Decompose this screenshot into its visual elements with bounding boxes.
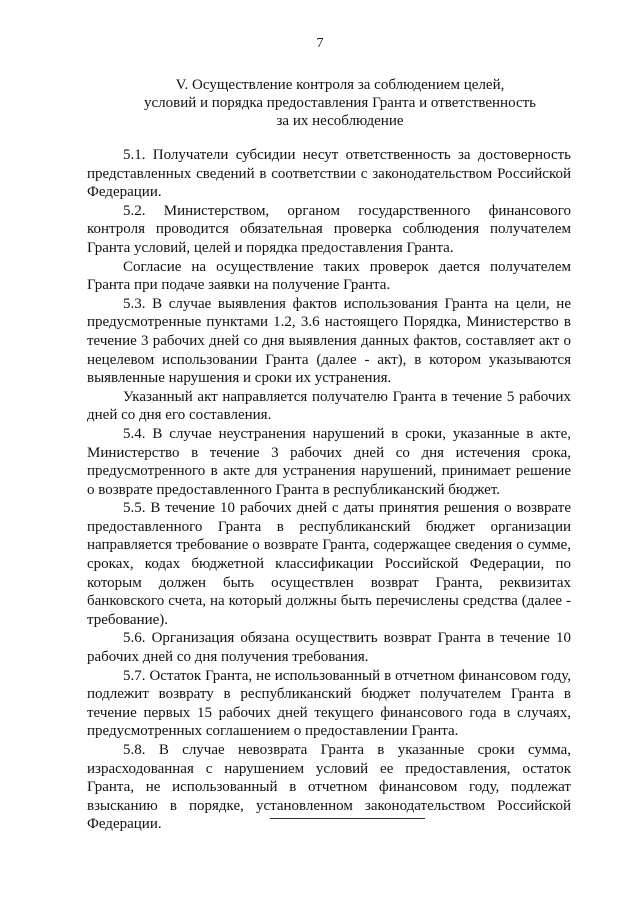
paragraph-5-1: 5.1. Получатели субсидии несут ответственность за достоверность представленных сведений в соответствии с законодательством Российской Федерации. — [87, 147, 571, 201]
section-heading-line: V. Осуществление контроля за соблюдением целей, — [175, 77, 505, 93]
section-heading-line: условий и порядка предоставления Гранта и ответственность — [143, 95, 537, 111]
section-heading-line: за их несоблюдение — [276, 113, 404, 129]
paragraph-5-3: 5.3. В случае выявления фактов использования Гранта на цели, не предусмотренные пунктами 1.2, 3.6 настоящего Порядка, Министерство в течение 3 рабочих дней со дня выявления данных фактов, составляет акт о нецелевом использовании Гранта (далее - акт), в котором указываются выявленные нарушения и сроки их устранения. — [87, 295, 571, 387]
end-divider-line — [270, 818, 425, 819]
section-heading — [70, 76, 610, 130]
paragraph-5-3-act: Указанный акт направляется получателю Гранта в течение 5 рабочих дней со дня его составления. — [87, 388, 571, 424]
paragraph-5-4: 5.4. В случае неустранения нарушений в сроки, указанные в акте, Министерство в течение 3 рабочих дней со дня истечения срока, предусмотренного в акте для устранения нарушений, принимает решение о возврате предоставленного Гранта в республиканский бюджет. — [87, 425, 571, 498]
section-body — [87, 146, 571, 834]
paragraph-5-5: 5.5. В течение 10 рабочих дней с даты принятия решения о возврате предоставленного Гранта в республиканский бюджет организации направляется требование о возврате Гранта, содержащее сведения о сумме, сроках, кодах бюджетной классификации Российской Федерации, по которым должен быть осуществлен возврат Гранта, реквизитах банковского счета, на который должны быть перечислены средства (далее - требование). — [87, 500, 571, 628]
paragraph-5-7: 5.7. Остаток Гранта, не использованный в отчетном финансовом году, подлежит возврату в республиканский бюджет получателем Гранта в течение первых 15 рабочих дней текущего финансового года в случаях, предусмотренных соглашением о предоставлении Гранта. — [87, 667, 571, 740]
paragraph-5-8: 5.8. В случае невозврата Гранта в указанные сроки сумма, израсходованная с нарушением условий ее предоставления, остаток Гранта, не использованный в отчетном финансовом году, подлежат взысканию в порядке, установленном законодательством Российской Федерации. — [87, 742, 571, 833]
page-number: 7 — [316, 36, 324, 51]
paragraph-5-2-consent: Согласие на осуществление таких проверок дается получателем Гранта при подаче заявки на получение Гранта. — [87, 258, 571, 294]
paragraph-5-6: 5.6. Организация обязана осуществить возврат Гранта в течение 10 рабочих дней со дня получения требования. — [87, 630, 571, 666]
paragraph-5-2: 5.2. Министерством, органом государственного финансового контроля проводится обязательная проверка соблюдения получателем Гранта условий, целей и порядка предоставления Гранта. — [87, 202, 571, 256]
